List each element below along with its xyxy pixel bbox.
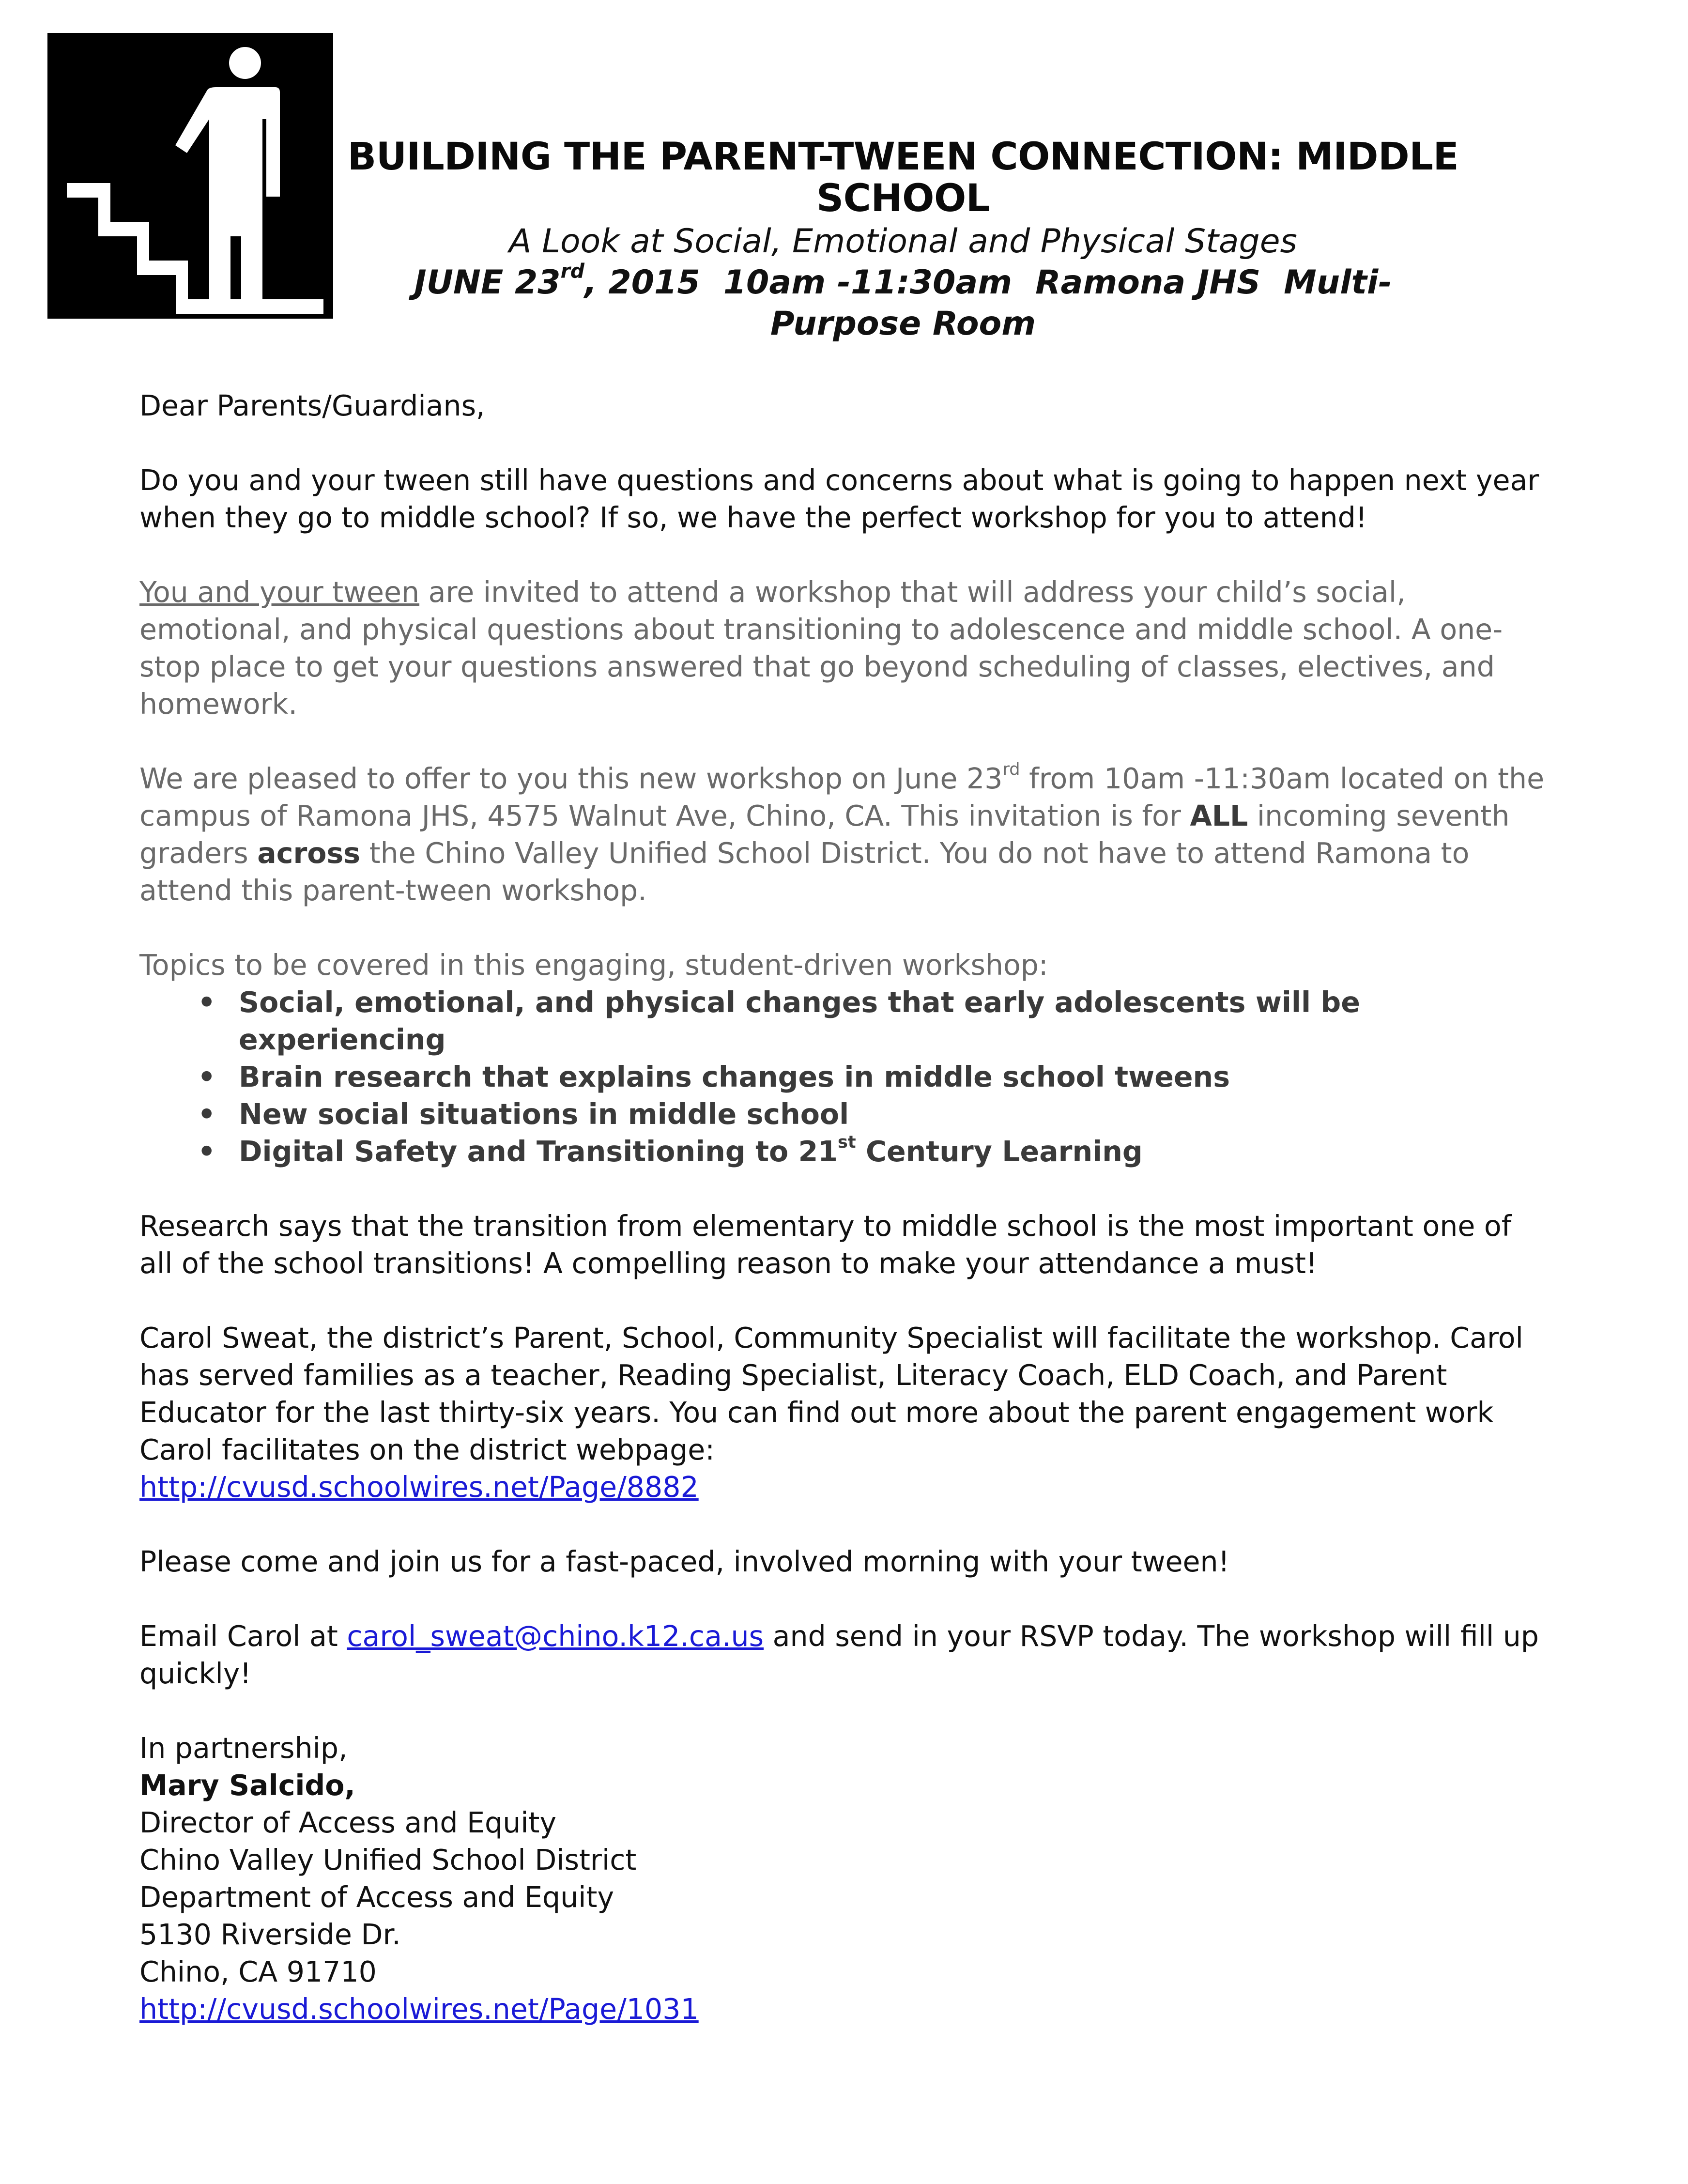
rsvp-paragraph bbox=[139, 1618, 1553, 1692]
event-date-suffix: rd bbox=[560, 259, 584, 282]
rsvp-lead: Email Carol at bbox=[139, 1620, 347, 1653]
district-webpage-link[interactable]: http://cvusd.schoolwires.net/Page/8882 bbox=[139, 1471, 699, 1504]
event-date-month: JUNE 23 bbox=[414, 263, 561, 302]
signer-org: Chino Valley Unified School District bbox=[139, 1844, 637, 1876]
closing: In partnership, bbox=[139, 1732, 348, 1765]
offer-across: across bbox=[257, 837, 361, 870]
person-climbing-stairs-icon bbox=[47, 33, 333, 319]
invite-text: are invited to attend a workshop that will address your child’s social, emotional, and physical questions about transitioning to adolescence and middle school. A one-stop place to get your questions answered that go beyond scheduling of classes, electives, and homework. bbox=[139, 576, 1503, 721]
signer-street: 5130 Riverside Dr. bbox=[139, 1918, 401, 1951]
topic-item bbox=[139, 1133, 1553, 1170]
signer-title: Director of Access and Equity bbox=[139, 1806, 557, 1839]
offer-paragraph bbox=[139, 760, 1553, 909]
research-paragraph: Research says that the transition from elementary to middle school is the most important one of all of the school transitions! A compelling reason to make your attendance a must! bbox=[139, 1210, 1512, 1280]
topics-intro: Topics to be covered in this engaging, student-driven workshop: bbox=[139, 949, 1048, 982]
offer-text-4: the Chino Valley Unified School District. You do not have to attend Ramona to attend this parent-tween workshop. bbox=[139, 837, 1470, 907]
invite-paragraph bbox=[139, 574, 1553, 723]
event-school: Ramona JHS bbox=[1035, 263, 1261, 302]
event-details bbox=[339, 259, 1467, 344]
event-room: Multi-Purpose Room bbox=[770, 263, 1392, 343]
offer-date-suffix: rd bbox=[1002, 759, 1020, 779]
greeting: Dear Parents/Guardians, bbox=[139, 389, 485, 422]
offer-all: ALL bbox=[1190, 800, 1248, 832]
signature-block bbox=[139, 1730, 1553, 2028]
topic-4-text-a: Digital Safety and Transitioning to 21 bbox=[239, 1135, 838, 1168]
invite-lead: You and your tween bbox=[139, 576, 420, 609]
topic-item: • Social, emotional, and physical changes that early adolescents will be experiencing bbox=[139, 984, 1553, 1059]
intro-paragraph: Do you and your tween still have questions and concerns about what is going to happen next year when they go to middle school? If so, we have the perfect workshop for you to attend! bbox=[139, 464, 1539, 534]
topic-item: • New social situations in middle school bbox=[139, 1096, 1553, 1133]
facilitator-paragraph bbox=[139, 1320, 1553, 1506]
rsvp-text: and send in your RSVP today. The workshop will fill up quickly! bbox=[139, 1620, 1539, 1690]
event-time: 10am -11:30am bbox=[723, 263, 1013, 302]
offer-text-1: We are pleased to offer to you this new workshop on June 23 bbox=[139, 762, 1003, 795]
signer-dept: Department of Access and Equity bbox=[139, 1881, 614, 1914]
topic-item: • Brain research that explains changes in middle school tweens bbox=[139, 1059, 1553, 1096]
topics-list bbox=[139, 984, 1553, 1170]
signer-city: Chino, CA 91710 bbox=[139, 1955, 377, 1988]
signer-name: Mary Salcido, bbox=[139, 1769, 355, 1802]
letter-body bbox=[139, 387, 1553, 2028]
offer-text-3: incoming seventh graders bbox=[139, 800, 1510, 870]
offer-text-2: from 10am -11:30am located on the campus of Ramona JHS, 4575 Walnut Ave, Chino, CA. This invitation is for bbox=[139, 762, 1545, 832]
topic-4-text-b: Century Learning bbox=[856, 1135, 1143, 1168]
join-paragraph: Please come and join us for a fast-paced, involved morning with your tween! bbox=[139, 1545, 1230, 1578]
facilitator-text: Carol Sweat, the district’s Parent, School, Community Specialist will facilitate the workshop. Carol has served families as a teacher, Reading Specialist, Literacy Coach, ELD Coach, and Parent Educator for the last thirty-six years. You can find out more about the parent engagement work Carol facilitates on the district webpage: bbox=[139, 1322, 1523, 1466]
topic-4-suffix: st bbox=[838, 1132, 856, 1152]
event-title: BUILDING THE PARENT-TWEEN CONNECTION: MIDDLE SCHOOL bbox=[347, 135, 1459, 220]
event-subtitle: A Look at Social, Emotional and Physical Stages bbox=[509, 222, 1297, 261]
event-date-year: , 2015 bbox=[584, 263, 700, 302]
stairs-logo bbox=[47, 33, 333, 319]
event-header bbox=[339, 137, 1467, 344]
department-webpage-link[interactable]: http://cvusd.schoolwires.net/Page/1031 bbox=[139, 1993, 699, 2026]
email-link[interactable]: carol_sweat@chino.k12.ca.us bbox=[347, 1620, 764, 1653]
